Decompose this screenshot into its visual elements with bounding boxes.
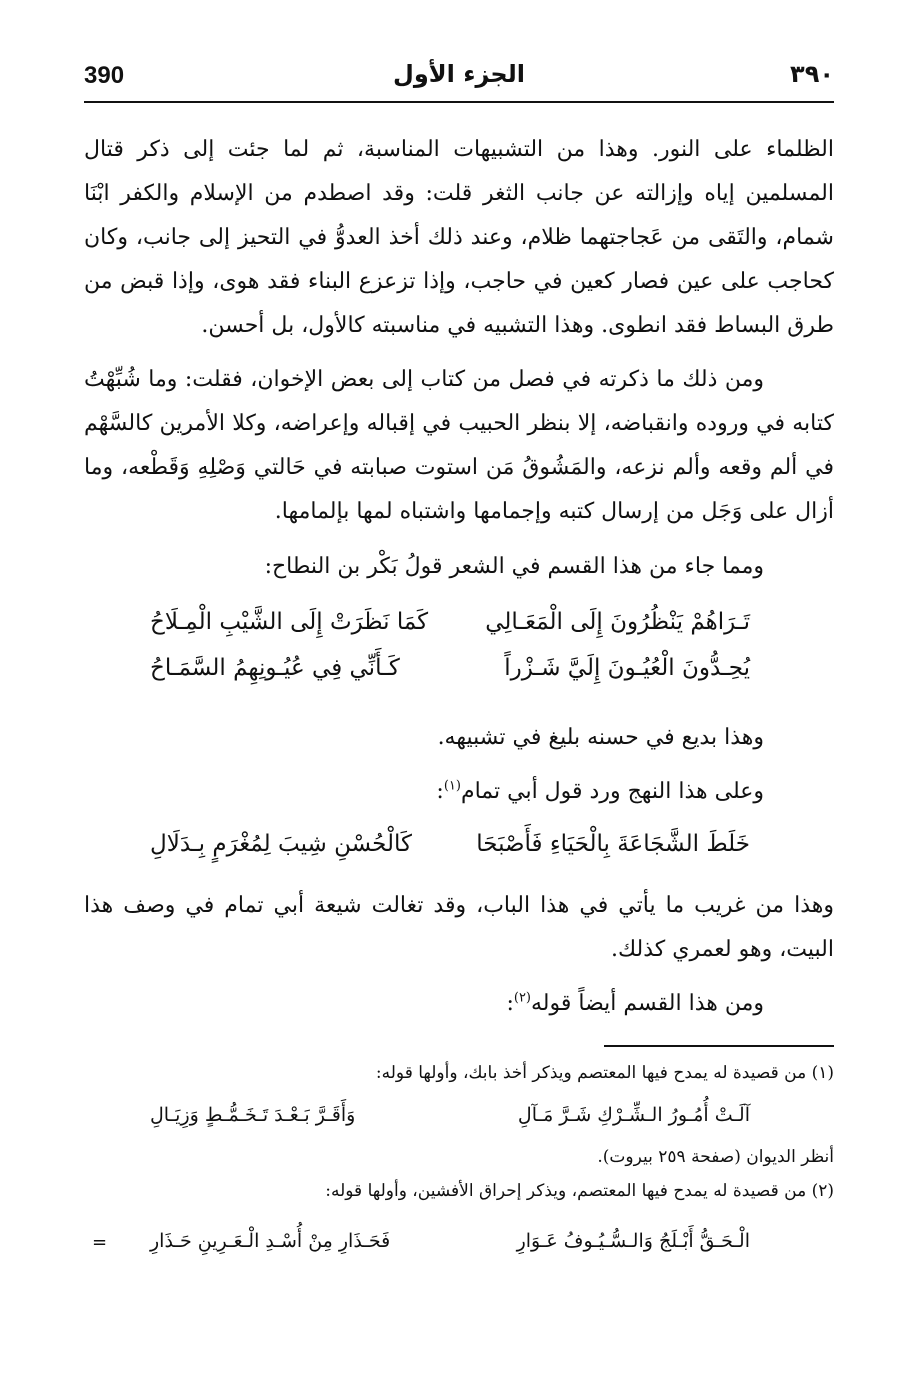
paragraph-5 <box>84 770 834 814</box>
paragraph-5-text: وعلى هذا النهج ورد قول أبي تمام <box>460 779 764 804</box>
running-title: الجزء الأول <box>393 60 525 88</box>
verse-3-first-hemistich: خَلَطَ الشَّجَاعَةَ بِالْحَيَاءِ فَأَصْبَحَا <box>476 831 750 857</box>
verse-2-first-hemistich: يُحِـدُّونَ الْعُيُـونَ إِلَيَّ شَـزْراً <box>504 655 750 681</box>
page-number-arabic: ٣٩٠ <box>790 60 834 88</box>
paragraph-6-text: وهذا من غريب ما يأتي في هذا الباب، وقد تغالت شيعة أبي تمام في وصف هذا البيت، وهو لعمري كذلك. <box>84 893 834 962</box>
verse-3-second-hemistich: كَالْحُسْنِ شِيبَ لِمُغْرَمٍ بِـدَلَالِ <box>150 831 412 857</box>
footnote-1-verse-first-hemistich: آلَـتْ أُمُـورُ الـشِّـرْكِ شَـرَّ مَـآلِ <box>517 1104 750 1126</box>
page-number-latin: 390 <box>84 62 125 89</box>
paragraph-4 <box>84 716 834 760</box>
paragraph-2 <box>84 358 834 534</box>
paragraph-5-colon: : <box>436 779 444 804</box>
paragraph-3 <box>84 545 834 589</box>
paragraph-3-text: ومما جاء من هذا القسم في الشعر قولُ بَكْر بن النطاح: <box>264 554 764 579</box>
paragraph-1-text: الظلماء على النور. وهذا من التشبيهات المناسبة، ثم لما جئت إلى ذكر قتال المسلمين إياه وإزالته عن جانب الثغر قلت: وقد اصطدم من الإسلام والكفر ابْنَا شمام، والتَقى من عَجاجتهما ظلام، وعند ذلك أخذ العدوُّ في التحيز إلى جانب، وكان كحاجب على عين فصار كعين في حاجب، وإذا تزعزع البناء فقد هوى، وإذا قبض من طرق البساط فقد انطوى. وهذا التشبيه في مناسبته كالأول، بل أحسن. <box>84 137 834 338</box>
footnote-2-verse-second-hemistich: فَحَـذَارِ مِنْ أُسْـدِ الْـعَـرِينِ حَـذَارِ <box>150 1230 391 1252</box>
header-rule <box>84 101 834 103</box>
paragraph-2-text: ومن ذلك ما ذكرته في فصل من كتاب إلى بعض الإخوان، فقلت: وما شُبِّهْتُ كتابه في وروده وانقباضه، إلا بنظر الحبيب في إقباله وإعراضه، وكلا الأمرين كالسَّهْم في ألم وقعه وألم نزعه، والمَشُوقُ مَن استوت صبابته في حَالتي وَصْلِهِ وَقَطْعه، وما أزال على وَجَل من إرسال كتبه وإجمامها واشتباه لمها بإلمامها. <box>84 367 834 524</box>
page-header <box>84 60 834 96</box>
verse-1-second-hemistich: كَمَا نَظَرَتْ إِلَى الشَّيْبِ الْمِـلَاحُ <box>150 609 429 635</box>
footnote-1-source: أنظر الديوان (صفحة ٢٥٩ بيروت). <box>597 1147 834 1167</box>
paragraph-7-text: ومن هذا القسم أيضاً قوله <box>531 991 764 1016</box>
paragraph-5-line <box>84 770 834 814</box>
footnote-separator <box>604 1045 834 1047</box>
verse-1-first-hemistich: تَـرَاهُمْ يَنْظُرُونَ إِلَى الْمَعَـالِي <box>485 609 750 635</box>
footnote-1-verse <box>150 1098 750 1132</box>
continuation-mark: = <box>92 1232 108 1253</box>
footnote-2-verse <box>150 1224 750 1258</box>
footnote-2: (٢) من قصيدة له يمدح فيها المعتصم، ويذكر إحراق الأفشين، وأولها قوله: <box>325 1181 834 1201</box>
verse-2 <box>150 646 750 690</box>
footnote-2-verse-first-hemistich: الْـحَـقُّ أَبْـلَجُ وَالـسُّـيُـوفُ عَـوَارِ <box>516 1230 750 1252</box>
verse-1 <box>150 600 750 644</box>
footnote-ref-1[interactable]: (١) <box>443 778 461 794</box>
verse-3 <box>150 822 750 866</box>
paragraph-1 <box>84 128 834 348</box>
footnote-1: (١) من قصيدة له يمدح فيها المعتصم ويذكر أخذ بابك، وأولها قوله: <box>375 1063 834 1083</box>
footnote-1-verse-second-hemistich: وَأَقَـرَّ بَـعْـدَ تَـخَـمُّـطٍ وَزِيَـالِ <box>150 1104 356 1126</box>
paragraph-7 <box>84 982 834 1026</box>
footnote-ref-2[interactable]: (٢) <box>513 990 531 1006</box>
paragraph-7-colon: : <box>506 991 514 1016</box>
paragraph-4-text: وهذا بديع في حسنه بليغ في تشبيهه. <box>437 725 764 750</box>
verse-2-second-hemistich: كَـأَنِّي فِي عُيُـونِهِمُ السَّمَـاحُ <box>150 655 400 681</box>
paragraph-6 <box>84 884 834 972</box>
paragraph-7-line <box>84 982 834 1026</box>
